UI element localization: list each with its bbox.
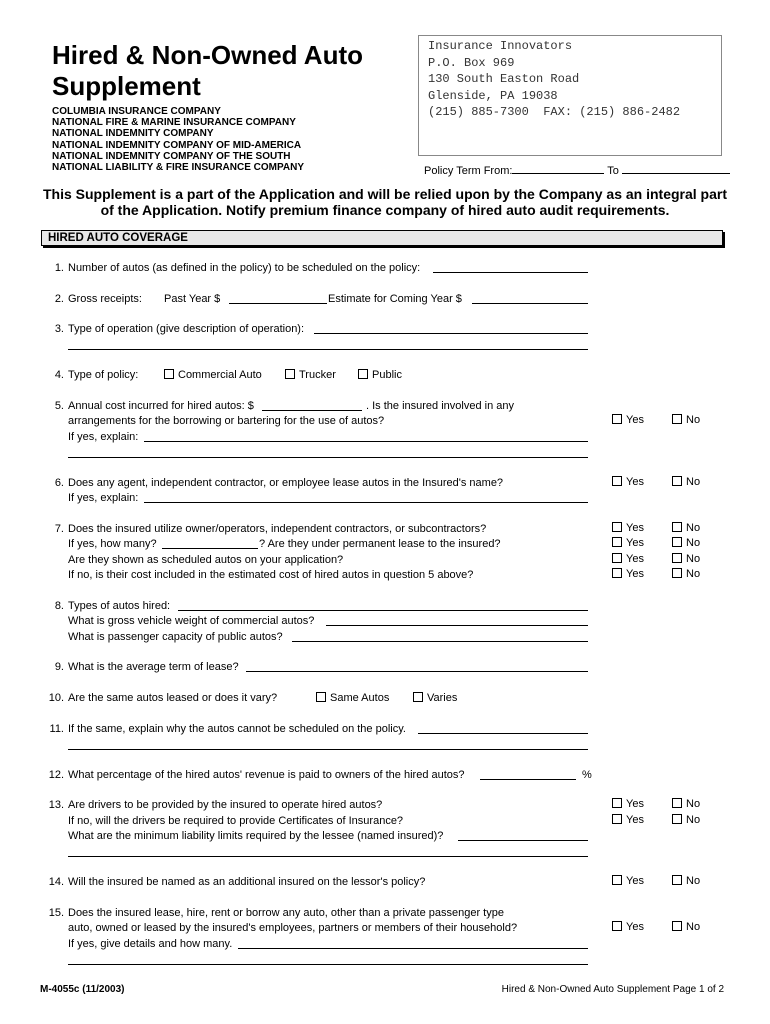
question-text: What is passenger capacity of public autos? [68,631,283,643]
question-text: What percentage of the hired autos' revenue is paid to owners of the hired autos? [68,769,465,781]
checkbox[interactable] [612,522,622,532]
agency-box [418,35,722,156]
option-label: Commercial Auto [178,369,262,381]
option-label: No [686,814,701,826]
question-number: 3. [54,323,64,335]
yes-option[interactable] [612,798,644,810]
checkbox[interactable] [672,921,682,931]
question-text: If yes, explain: [68,431,139,443]
company-name: NATIONAL LIABILITY & FIRE INSURANCE COMPANY [52,162,305,174]
option-label: No [686,553,701,565]
yes-option[interactable] [612,875,644,887]
yes-option[interactable] [612,921,644,933]
question-text: Are they shown as scheduled autos on your application? [68,554,344,566]
question-text: If yes, explain: [68,492,139,504]
question-number: 9. [54,661,64,673]
checkbox[interactable] [358,369,368,379]
policy-term-from-field[interactable] [512,162,604,174]
option-label: Yes [626,875,644,887]
varies-option[interactable] [413,691,457,707]
question-number: 4. [54,369,64,381]
question-text: Type of policy: [68,369,139,381]
checkbox[interactable] [672,875,682,885]
question-text: arrangements for the borrowing or bartering for the use of autos? [68,415,385,427]
checkbox[interactable] [612,921,622,931]
gross-weight-field[interactable] [326,625,588,626]
agency-line: 130 South Easton Road [428,72,580,86]
no-option[interactable] [672,537,700,549]
question-number: 13. [48,799,64,811]
yes-option[interactable] [612,568,644,580]
yes-option[interactable] [612,553,644,565]
question-number: 15. [48,907,64,919]
commercial-auto-option[interactable] [164,368,262,384]
option-label: Yes [626,798,644,810]
no-option[interactable] [672,414,700,426]
option-label: No [686,537,701,549]
option-label: No [686,522,701,534]
checkbox[interactable] [672,414,682,424]
option-label: Same Autos [330,692,390,704]
option-label: Yes [626,537,644,549]
company-name: NATIONAL INDEMNITY COMPANY OF THE SOUTH [52,150,291,162]
checkbox[interactable] [612,537,622,547]
question-text: What is the average term of lease? [68,661,239,673]
no-option[interactable] [672,798,700,810]
percent-sign: % [582,769,592,781]
percentage-field[interactable] [480,779,576,780]
question-number: 8. [54,600,64,612]
question-text: Are drivers to be provided by the insured to operate hired autos? [68,799,383,811]
company-name: NATIONAL FIRE & MARINE INSURANCE COMPANY [52,117,296,129]
policy-term-to-label: To [607,165,619,177]
no-option[interactable] [672,814,700,826]
checkbox[interactable] [612,568,622,578]
question-text: Does the insured utilize owner/operators, independent contractors, or subcontractors? [68,523,487,535]
option-label: Yes [626,921,644,933]
liability-limits-field[interactable] [458,840,588,841]
form-title-line2: Supplement [52,71,201,101]
policy-term-to-field[interactable] [622,162,730,174]
question-text: What is gross vehicle weight of commercial autos? [68,615,315,627]
explain-field[interactable] [418,733,588,734]
option-label: Public [372,369,402,381]
page-label: Hired & Non-Owned Auto Supplement Page 1 of 2 [501,984,724,995]
no-option[interactable] [672,522,700,534]
checkbox[interactable] [316,692,326,702]
company-name: NATIONAL INDEMNITY COMPANY OF MID-AMERICA [52,139,302,151]
explain-field[interactable] [144,502,588,503]
option-label: No [686,568,701,580]
checkbox[interactable] [672,553,682,563]
agency-line: Insurance Innovators [428,39,573,53]
past-year-field[interactable] [229,303,327,304]
question-text: . Is the insured involved in any [366,400,514,412]
checkbox[interactable] [164,369,174,379]
form-title [52,40,363,102]
question-number: 7. [54,523,64,535]
question-text: Gross receipts: [68,293,142,305]
annual-cost-field[interactable] [262,410,362,411]
form-number: M-4055c (11/2003) [40,984,125,995]
question-text: Are the same autos leased or does it vary? [68,692,278,704]
question-text: If no, will the drivers be required to provide Certificates of Insurance? [68,815,404,827]
supplement-notice: This Supplement is a part of the Application and will be relied upon by the Company as an integral part of the Application. Notify premium finance company of hired auto audit requirements. [42,186,728,218]
option-label: Yes [626,476,644,488]
liability-limits-field-line2[interactable] [68,856,588,857]
policy-term-from-label: Policy Term From: [424,165,513,177]
option-label: No [686,798,701,810]
question-text: If the same, explain why the autos cannot be scheduled on the policy. [68,723,406,735]
no-option[interactable] [672,921,700,933]
agency-line: Glenside, PA 19038 [428,88,558,103]
estimate-label: Estimate for Coming Year $ [328,293,462,305]
question-number: 14. [48,876,64,888]
no-option[interactable] [672,476,700,488]
option-label: No [686,414,701,426]
option-label: Varies [427,692,458,704]
estimate-field[interactable] [472,303,588,304]
option-label: Yes [626,522,644,534]
company-list [52,106,304,173]
question-text: If no, is their cost included in the estimated cost of hired autos in question 5 above? [68,569,474,581]
explain-field-line2[interactable] [68,749,588,750]
past-year-label: Past Year $ [164,293,221,305]
explain-field-line2[interactable] [68,457,588,458]
operation-field[interactable] [314,333,588,334]
same-autos-option[interactable] [316,691,389,707]
checkbox[interactable] [612,798,622,808]
question-text: If yes, give details and how many. [68,938,233,950]
question-text: Types of autos hired: [68,600,171,612]
question-text: What are the minimum liability limits required by the lessee (named insured)? [68,830,444,842]
checkbox[interactable] [672,568,682,578]
policy-term [424,162,730,177]
question-number: 12. [48,769,64,781]
yes-option[interactable] [612,522,644,534]
option-label: Yes [626,568,644,580]
question-number: 2. [54,293,64,305]
checkbox[interactable] [612,814,622,824]
details-field-line2[interactable] [68,964,588,965]
checkbox[interactable] [672,537,682,547]
lease-term-field[interactable] [246,671,588,672]
option-label: No [686,875,701,887]
passenger-capacity-field[interactable] [292,641,588,642]
autos-types-field[interactable] [178,610,588,611]
question-number: 6. [54,477,64,489]
question-number: 11. [49,723,64,735]
operation-field-line2[interactable] [68,349,588,350]
question-number: 1. [54,262,64,274]
question-text: Type of operation (give description of operation): [68,323,305,335]
checkbox[interactable] [612,553,622,563]
agency-line: (215) 885-7300 FAX: (215) 886-2482 [428,105,681,119]
question-number: 5. [54,400,64,412]
how-many-field[interactable] [162,548,258,549]
details-field[interactable] [238,948,588,949]
autos-scheduled-field[interactable] [433,272,588,273]
trucker-option[interactable] [285,368,336,384]
yes-option[interactable] [612,537,644,549]
yes-option[interactable] [612,414,644,426]
question-text: Annual cost incurred for hired autos: $ [68,400,254,412]
option-label: No [686,476,701,488]
question-text: auto, owned or leased by the insured's employees, partners or members of their household? [68,922,518,934]
question-text: ? Are they under permanent lease to the insured? [259,538,501,550]
checkbox[interactable] [672,476,682,486]
yes-option[interactable] [612,476,644,488]
checkbox[interactable] [612,476,622,486]
question-text: Does any agent, independent contractor, or employee lease autos in the Insured's name? [68,477,504,489]
section-header [41,230,723,246]
checkbox[interactable] [672,814,682,824]
section-title: HIRED AUTO COVERAGE [48,232,188,244]
form-title-line1: Hired & Non-Owned Auto [52,40,364,70]
no-option[interactable] [672,568,700,580]
company-name: COLUMBIA INSURANCE COMPANY [52,106,221,117]
checkbox[interactable] [672,522,682,532]
checkbox[interactable] [672,798,682,808]
public-option[interactable] [358,368,402,384]
question-number: 10. [48,692,64,704]
explain-field[interactable] [144,441,588,442]
option-label: Trucker [299,369,336,381]
company-name: NATIONAL INDEMNITY COMPANY [52,128,214,140]
option-label: No [686,921,701,933]
checkbox[interactable] [285,369,295,379]
no-option[interactable] [672,553,700,565]
option-label: Yes [626,814,644,826]
option-label: Yes [626,414,644,426]
option-label: Yes [626,553,644,565]
yes-option[interactable] [612,814,644,826]
no-option[interactable] [672,875,700,887]
question-text: If yes, how many? [68,538,157,550]
checkbox[interactable] [612,875,622,885]
question-text: Will the insured be named as an additional insured on the lessor's policy? [68,876,426,888]
question-text: Does the insured lease, hire, rent or borrow any auto, other than a private passenger type [68,907,504,919]
question-text: Number of autos (as defined in the policy) to be scheduled on the policy: [68,262,421,274]
checkbox[interactable] [413,692,423,702]
agency-line: P.O. Box 969 [428,55,515,70]
checkbox[interactable] [612,414,622,424]
